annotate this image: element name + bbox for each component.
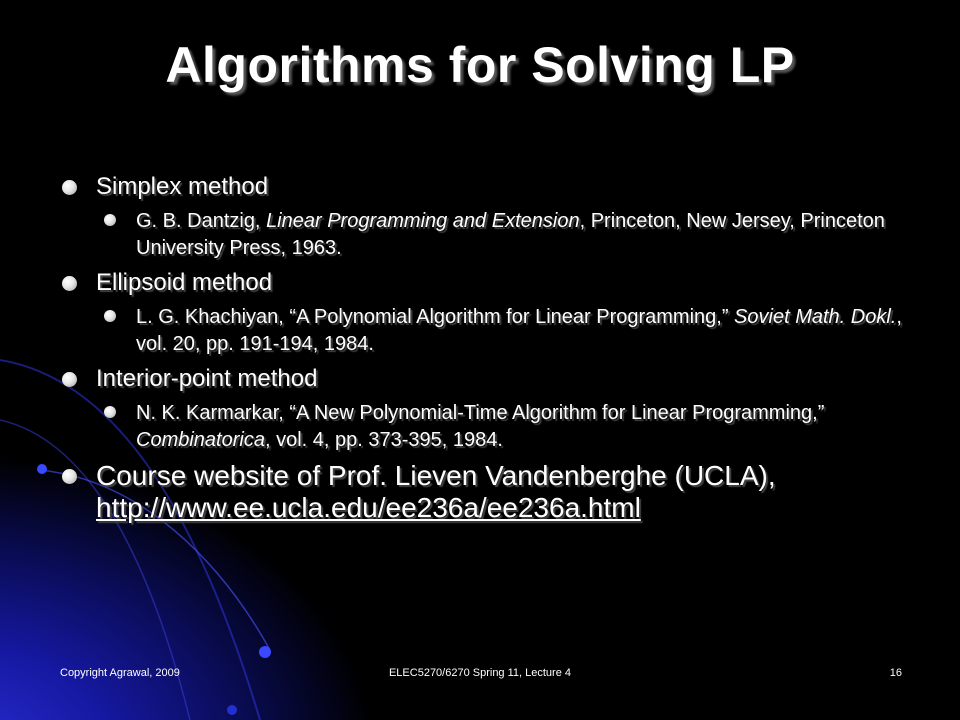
reference-text: , Princeton, New Jersey, Princeton University Press, 1963.: [136, 210, 885, 259]
course-website-link[interactable]: http://www.ee.ucla.edu/ee236a/ee236a.html: [96, 492, 641, 523]
list-item-course-website: [62, 460, 922, 524]
reference-title: Linear Programming and Extension: [266, 210, 580, 232]
bullet-icon: [62, 372, 77, 387]
page-number: 16: [889, 667, 902, 679]
slide-title: Algorithms for Solving LP: [165, 37, 795, 93]
item-heading: Course website of Prof. Lieven Vandenberghe (UCLA),: [96, 460, 776, 491]
reference-khachiyan: [104, 304, 922, 358]
item-heading: Simplex method: [96, 173, 269, 200]
bullet-icon: [62, 180, 77, 195]
bullet-list: [62, 172, 922, 530]
reference-dantzig: [104, 208, 922, 262]
item-heading: Ellipsoid method: [96, 269, 273, 296]
bullet-icon: [62, 276, 77, 291]
footer-course: ELEC5270/6270 Spring 11, Lecture 4: [388, 667, 572, 679]
reference-text: N. K. Karmarkar, “A New Polynomial-Time Algorithm for Linear Programming,”: [136, 402, 825, 424]
reference-karmarkar: [104, 400, 922, 454]
list-item-simplex: [62, 172, 922, 202]
list-item-interior-point: [62, 364, 922, 394]
list-item-ellipsoid: [62, 268, 922, 298]
reference-text: L. G. Khachiyan, “A Polynomial Algorithm for Linear Programming,”: [136, 306, 735, 328]
reference-text: G. B. Dantzig,: [136, 210, 267, 232]
reference-title: Combinatorica: [136, 429, 265, 451]
bullet-icon: [104, 406, 116, 418]
footer-copyright: Copyright Agrawal, 2009: [60, 667, 180, 679]
reference-text: , vol. 20, pp. 191-194, 1984.: [136, 306, 902, 355]
reference-text: , vol. 4, pp. 373-395, 1984.: [264, 429, 503, 451]
bullet-icon: [62, 469, 77, 484]
bullet-icon: [104, 310, 116, 322]
reference-title: Soviet Math. Dokl.: [734, 306, 897, 328]
bullet-icon: [104, 214, 116, 226]
item-heading: Interior-point method: [96, 365, 318, 392]
